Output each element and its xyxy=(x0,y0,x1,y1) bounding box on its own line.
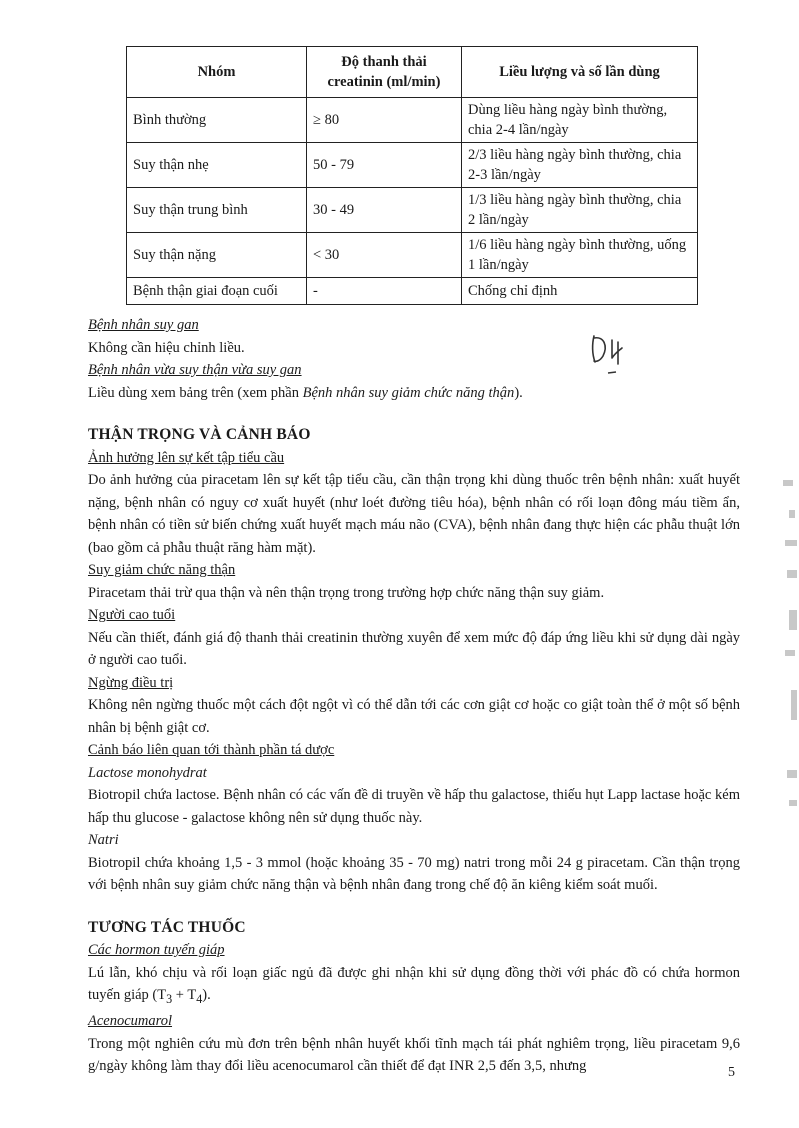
subscript: 3 xyxy=(166,991,173,1006)
paragraph: Biotropil chứa lactose. Bệnh nhân có các vấn đề di truyền về hấp thu galactose, thiếu hụt Lapp lactase hoặc kém hấp thu glucose - galactose không nên sử dụng thuốc này. xyxy=(88,787,740,826)
subheading-renal-hepatic: Bệnh nhân vừa suy thận vừa suy gan xyxy=(88,362,302,378)
table-cell: 30 - 49 xyxy=(307,188,462,233)
table-cell: Suy thận nhẹ xyxy=(127,143,307,188)
paragraph: Piracetam thải trừ qua thận và nên thận trọng trong trường hợp chức năng thận suy giảm. xyxy=(88,584,605,601)
subheading: Ảnh hưởng lên sự kết tập tiểu cầu xyxy=(88,449,285,466)
handwritten-mark xyxy=(588,332,630,378)
text-span: Liều dùng xem bảng trên (xem phần xyxy=(88,384,303,401)
sub-subheading: Natri xyxy=(88,832,119,848)
table-row xyxy=(127,278,698,305)
paragraph: Không cần hiệu chỉnh liều. xyxy=(88,339,245,356)
paragraph xyxy=(88,382,740,405)
table-cell: Bệnh thận giai đoạn cuối xyxy=(127,278,307,305)
subheading: Acenocumarol xyxy=(88,1013,173,1030)
page-number: 5 xyxy=(728,1065,735,1080)
section-heading-warnings: THẬN TRỌNG VÀ CẢNH BÁO xyxy=(88,426,311,443)
hepatic-section xyxy=(88,314,740,1078)
table-cell: 1/6 liều hàng ngày bình thường, uống 1 lần/ngày xyxy=(462,233,698,278)
paragraph: Không nên ngừng thuốc một cách đột ngột vì có thể dẫn tới các cơn giật cơ hoặc co giật toàn thể ở một số bệnh nhân bị bệnh giật cơ. xyxy=(88,697,740,736)
table-cell: ≥ 80 xyxy=(307,98,462,143)
table-cell: Dùng liều hàng ngày bình thường, chia 2-4 lần/ngày xyxy=(462,98,698,143)
table-cell: Chống chỉ định xyxy=(462,278,698,305)
table-cell: 50 - 79 xyxy=(307,143,462,188)
paragraph: Biotropil chứa khoảng 1,5 - 3 mmol (hoặc khoảng 35 - 70 mg) natri trong mỗi 24 g piracetam. Cần thận trọng với bệnh nhân suy giảm chức năng thận và bệnh nhân đang trong chế độ ăn kiêng kiểm soát muối. xyxy=(88,854,740,893)
subheading: Cảnh báo liên quan tới thành phần tá dược xyxy=(88,742,335,758)
sub-subheading: Lactose monohydrat xyxy=(88,764,207,781)
table-header-cell: Liều lượng và số lần dùng xyxy=(462,47,698,98)
paragraph: Do ảnh hưởng của piracetam lên sự kết tập tiểu cầu, cần thận trọng khi dùng thuốc trên bệnh nhân: xuất huyết nặng, bệnh nhân có nguy cơ xuất huyết (như loét đường tiêu hóa), bệnh nhân có rối loạn đông máu tiềm ẩn, bệnh nhân có tiền sử biến chứng xuất huyết mạch máu não (CVA), bệnh nhân đang thực hiện các phẫu thuật lớn (bao gồm cả phẫu thuật răng hàm mặt). xyxy=(88,472,740,556)
paragraph: Trong một nghiên cứu mù đơn trên bệnh nhân huyết khối tĩnh mạch tái phát nghiêm trọng, liều piracetam 9,6 g/ngày không làm thay đổi liều acenocumarol cần thiết để đạt INR 2,5 đến 3,5, nhưng xyxy=(88,1035,740,1075)
table-cell: < 30 xyxy=(307,233,462,278)
subheading: Các hormon tuyến giáp xyxy=(88,942,225,958)
subheading-hepatic: Bệnh nhân suy gan xyxy=(88,317,199,333)
cross-reference: Bệnh nhân suy giảm chức năng thận xyxy=(302,384,515,401)
subheading: Người cao tuổi xyxy=(88,607,176,623)
table-cell: 2/3 liều hàng ngày bình thường, chia 2-3 lần/ngày xyxy=(462,143,698,188)
text-span: Lú lẫn, khó chịu và rối loạn giấc ngủ đã được ghi nhận khi sử dụng đồng thời với phác đồ có chứa hormon tuyến giáp (T xyxy=(88,964,740,1003)
subheading: Ngừng điều trị xyxy=(88,674,174,691)
table-header-row xyxy=(127,47,698,98)
table-cell: Bình thường xyxy=(127,98,307,143)
table-cell: 1/3 liều hàng ngày bình thường, chia 2 lần/ngày xyxy=(462,188,698,233)
text-span: ). xyxy=(202,987,211,1003)
scan-edge-artifact xyxy=(759,470,799,850)
text-span: ). xyxy=(514,384,523,401)
text-span: + T xyxy=(172,987,197,1003)
paragraph xyxy=(88,962,740,1011)
table-row xyxy=(127,233,698,278)
section-heading-interactions: TƯƠNG TÁC THUỐC xyxy=(88,918,246,936)
subheading: Suy giảm chức năng thận xyxy=(88,562,236,578)
table-row xyxy=(127,188,698,233)
table-header-cell: Độ thanh thải creatinin (ml/min) xyxy=(307,47,462,98)
table-cell: - xyxy=(307,278,462,305)
paragraph: Nếu cần thiết, đánh giá độ thanh thải creatinin thường xuyên để xem mức độ đáp ứng liều khi sử dụng dài ngày ở người cao tuổi. xyxy=(88,629,740,668)
table-row xyxy=(127,98,698,143)
subscript: 4 xyxy=(196,991,203,1006)
table-cell: Suy thận nặng xyxy=(127,233,307,278)
table-row xyxy=(127,143,698,188)
dosage-table xyxy=(126,46,698,305)
table-header-cell: Nhóm xyxy=(127,47,307,98)
table-cell: Suy thận trung bình xyxy=(127,188,307,233)
